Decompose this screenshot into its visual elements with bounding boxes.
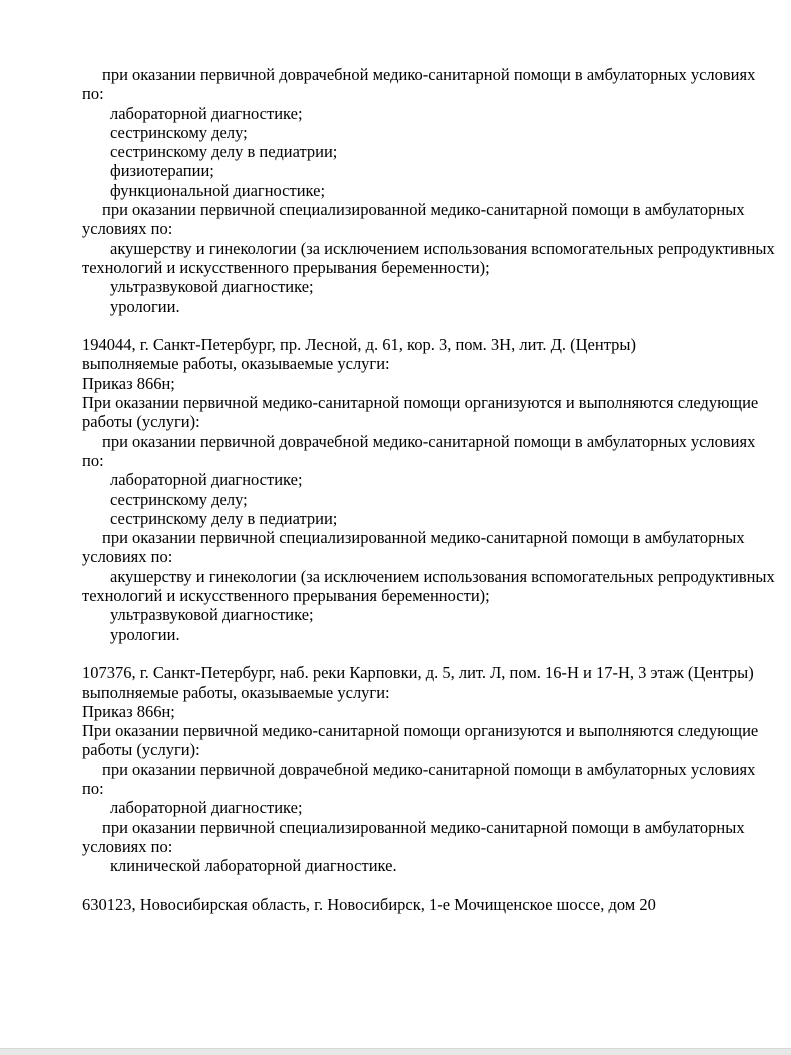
doc-text-line: при оказании первичной доврачебной медико-санитарной помощи в амбулаторных условиях — [102, 759, 756, 779]
doc-text-line: условиях по: — [82, 836, 173, 856]
doc-text-line: 107376, г. Санкт-Петербург, наб. реки Карповки, д. 5, лит. Л, пом. 16-Н и 17-Н, 3 этаж (Центры) — [82, 663, 754, 683]
doc-text-line: лабораторной диагностике; — [110, 103, 303, 123]
doc-text-line: работы (услуги): — [82, 412, 200, 432]
doc-text-line: технологий и искусственного прерывания беременности); — [82, 586, 490, 606]
doc-text-line: по: — [82, 778, 104, 798]
section-address-630123 — [82, 895, 773, 914]
doc-text-line: сестринскому делу; — [110, 489, 248, 509]
blank-line — [82, 875, 773, 894]
doc-text-line: по: — [82, 84, 104, 104]
blank-line — [82, 644, 773, 663]
section-address-194044 — [82, 335, 773, 644]
doc-text-line: при оказании первичной специализированной медико-санитарной помощи в амбулаторных — [102, 528, 745, 548]
doc-text-line: технологий и искусственного прерывания беременности); — [82, 257, 490, 277]
doc-text-line: При оказании первичной медико-санитарной помощи организуются и выполняются следующие — [82, 393, 759, 413]
doc-text-line: лабораторной диагностике; — [110, 798, 303, 818]
doc-text-line: сестринскому делу в педиатрии; — [110, 508, 338, 528]
blank-line — [82, 316, 773, 335]
license-document-text — [82, 65, 773, 914]
doc-text-line: по: — [82, 450, 104, 470]
doc-text-line: 194044, г. Санкт-Петербург, пр. Лесной, д. 61, кор. 3, пом. 3Н, лит. Д. (Центры) — [82, 335, 636, 355]
doc-text-line: Приказ 866н; — [82, 701, 175, 721]
doc-text-line: физиотерапии; — [110, 161, 214, 181]
doc-text-line: При оказании первичной медико-санитарной помощи организуются и выполняются следующие — [82, 721, 759, 741]
doc-text-line: при оказании первичной доврачебной медико-санитарной помощи в амбулаторных условиях — [102, 431, 756, 451]
doc-text-line: сестринскому делу в педиатрии; — [110, 142, 338, 162]
doc-text-line: акушерству и гинекологии (за исключением использования вспомогательных репродуктивных — [110, 238, 775, 258]
doc-text-line: урологии. — [110, 624, 180, 644]
doc-text-line: работы (услуги): — [82, 740, 200, 760]
doc-text-line: условиях по: — [82, 547, 173, 567]
doc-text-line: при оказании первичной специализированной медико-санитарной помощи в амбулаторных — [102, 817, 745, 837]
doc-text-line: урологии. — [110, 296, 180, 316]
doc-text-line: условиях по: — [82, 219, 173, 239]
horizontal-scrollbar-track[interactable] — [0, 1048, 791, 1055]
doc-text-line: функциональной диагностике; — [110, 180, 326, 200]
doc-text-line: при оказании первичной специализированной медико-санитарной помощи в амбулаторных — [102, 200, 745, 220]
doc-text-line: лабораторной диагностике; — [110, 470, 303, 490]
doc-text-line: ультразвуковой диагностике; — [110, 605, 314, 625]
doc-text-line: акушерству и гинекологии (за исключением использования вспомогательных репродуктивных — [110, 566, 775, 586]
doc-text-line: 630123, Новосибирская область, г. Новосибирск, 1-е Мочищенское шоссе, дом 20 — [82, 894, 656, 914]
doc-text-line: ультразвуковой диагностике; — [110, 277, 314, 297]
section-services-continuation — [82, 65, 773, 316]
section-address-107376 — [82, 663, 773, 875]
doc-text-line: выполняемые работы, оказываемые услуги: — [82, 354, 390, 374]
doc-text-line: сестринскому делу; — [110, 122, 248, 142]
doc-text-line: Приказ 866н; — [82, 373, 175, 393]
doc-text-line: клинической лабораторной диагностике. — [110, 856, 397, 876]
doc-text-line: при оказании первичной доврачебной медико-санитарной помощи в амбулаторных условиях — [102, 65, 756, 84]
doc-text-line: выполняемые работы, оказываемые услуги: — [82, 682, 390, 702]
